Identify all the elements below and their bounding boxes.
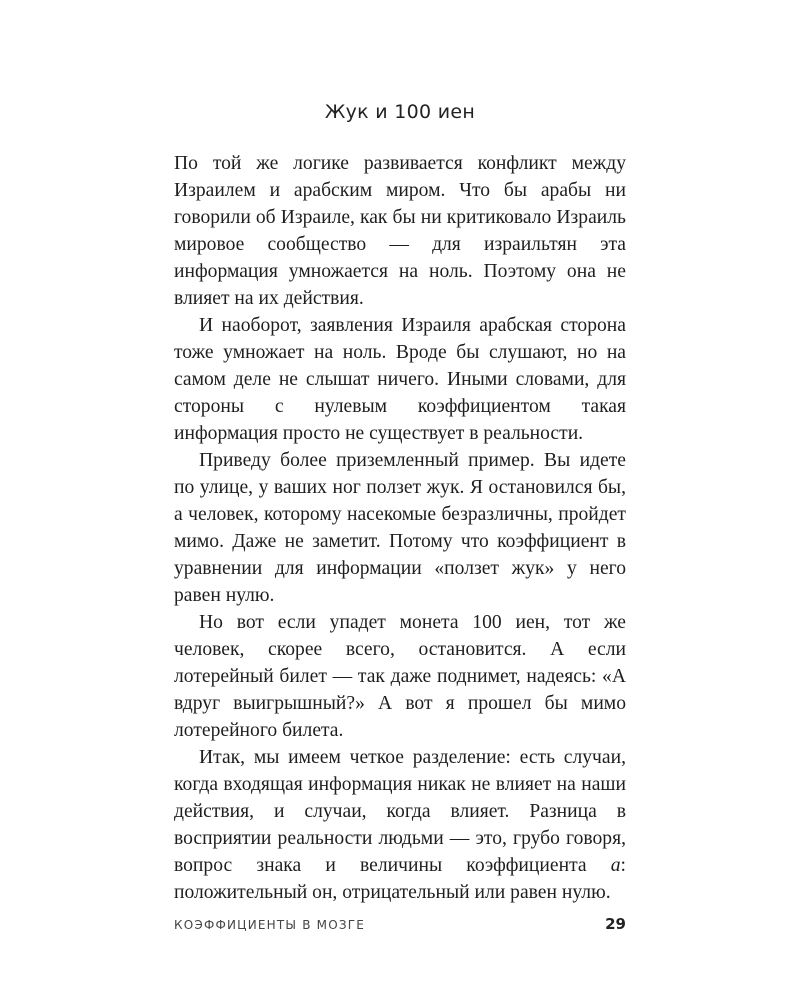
paragraph-2: И наоборот, заявления Израиля арабская сторона тоже умножает на ноль. Вроде бы слушают, но на самом деле не слышат ничего. Иными словами, для стороны с нулевым коэффициентом такая информация просто не существует в реальности. [174,315,626,444]
paragraph-4: Но вот если упадет монета 100 иен, тот же человек, скорее всего, остановится. А если лотерейный билет — так даже поднимет, надеясь: «А вдруг выигрышный?» А вот я прошел бы мимо лотерейного билета. [174,612,626,741]
coefficient-symbol: a [610,855,621,876]
paragraph-5 [174,744,626,906]
paragraph-1: По той же логике развивается конфликт между Израилем и арабским миром. Что бы арабы ни говорили об Израиле, как бы ни критиковало Израиль мировое сообщество — для израильтян эта информация умножается на ноль. Поэтому она не влияет на их действия. [174,153,626,309]
body-text [174,150,626,906]
page-number: 29 [605,915,626,933]
paragraph-3: Приведу более приземленный пример. Вы идете по улице, у ваших ног ползет жук. Я остановился бы, а человек, которому насекомые безразличны, пройдет мимо. Даже не заметит. Потому что коэффициент в уравнении для информации «ползет жук» у него равен нулю. [174,450,626,606]
running-title: КОЭФФИЦИЕНТЫ В МОЗГЕ [174,918,366,932]
paragraph-5-ending: : положительный он, отрицательный или равен нулю. [174,855,626,903]
paragraph-5-text: Итак, мы имеем четкое разделение: есть случаи, когда входящая информация никак не влияет на наши действия, и случаи, когда влияет. Разница в восприятии реальности людьми — это, грубо говоря, вопрос знака и величины коэффициента [174,747,626,876]
section-heading: Жук и 100 иен [324,101,476,123]
